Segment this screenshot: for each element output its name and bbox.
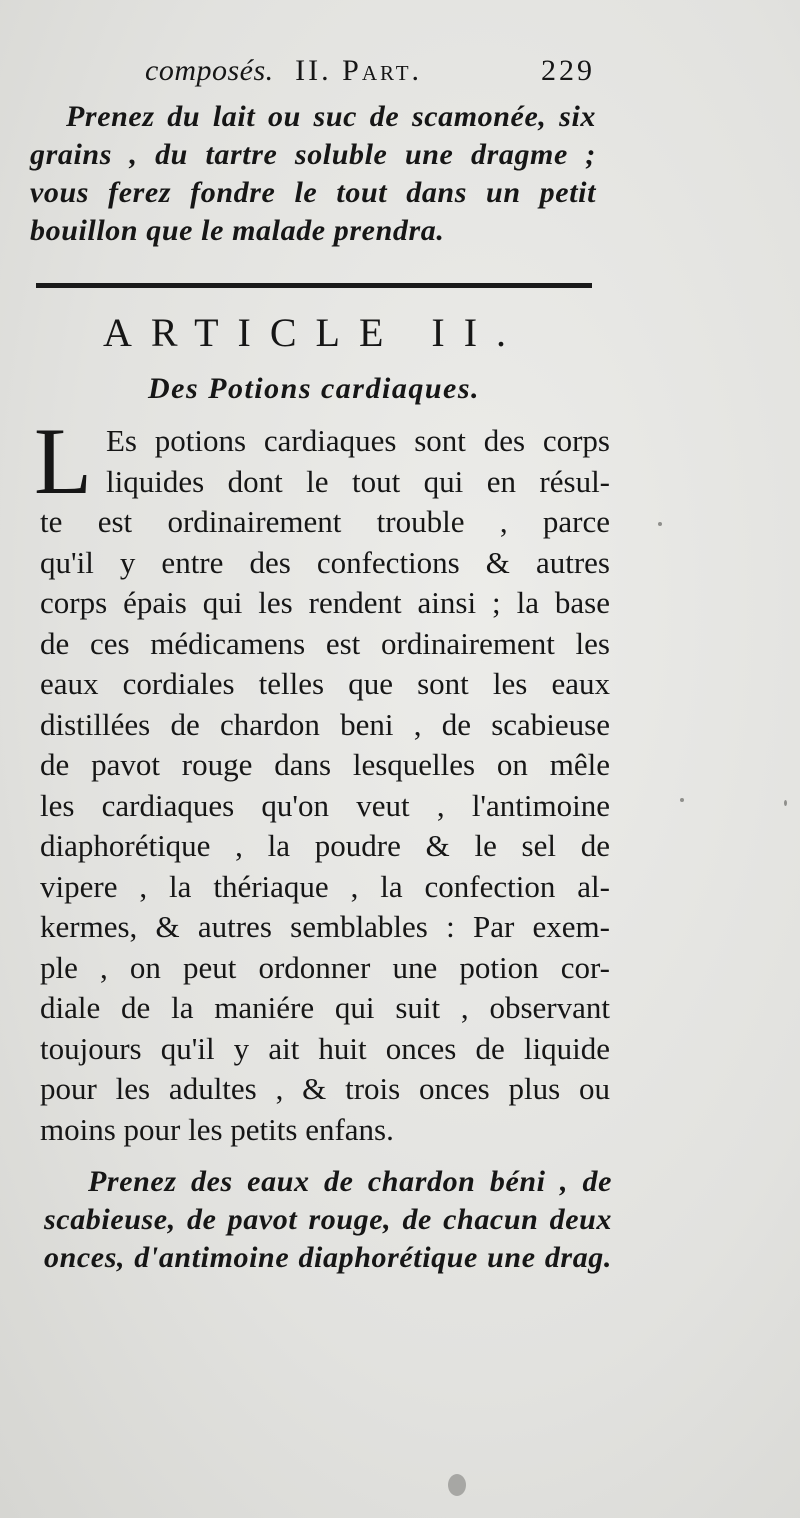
drop-cap: L (34, 408, 93, 514)
text-line: toujours qu'il y ait huit onces de liquide (40, 1030, 610, 1066)
paper-speck (784, 800, 787, 806)
text-line: Es potions cardiaques sont des corps (106, 423, 610, 458)
text-line: grains , du tartre soluble une dragme ; (30, 138, 596, 171)
text-line: liquides dont le tout qui en résul- (106, 463, 610, 499)
text-line: Prenez du lait ou suc de scamonée, six (66, 100, 596, 133)
text-line: corps épais qui les rendent ainsi ; la base (40, 585, 610, 620)
text-line: moins pour les petits enfans. (40, 1111, 394, 1147)
text-line: ple , on peut ordonner une potion cor- (40, 949, 610, 985)
article-body (34, 408, 610, 1150)
section-rule (36, 283, 592, 288)
text-line: kermes, & autres semblables : Par exem- (40, 909, 610, 944)
text-line: vipere , la thériaque , la confection al- (40, 868, 610, 904)
text-line: de ces médicamens est ordinairement les (40, 625, 610, 661)
page-number: 229 (541, 54, 595, 87)
text-line: qu'il y entre des confections & autres (40, 544, 610, 580)
text-line: diale de la maniére qui suit , observant (40, 990, 610, 1025)
section-subtitle: Des Potions cardiaques. (147, 372, 480, 405)
bottom-paragraph (44, 1163, 612, 1277)
paper-speck (448, 1474, 466, 1496)
text-line: de pavot rouge dans lesquelles on mêle (40, 747, 610, 782)
part-label: II. Part. (295, 54, 423, 87)
page-header (145, 54, 605, 98)
text-line: diaphorétique , la poudre & le sel de (40, 828, 610, 863)
text-line: bouillon que le malade prendra. (30, 214, 445, 247)
text-line: distillées de chardon beni , de scabieuse (40, 706, 610, 742)
text-line: te est ordinairement trouble , parce (40, 504, 610, 539)
text-line: scabieuse, de pavot rouge, de chacun deux (44, 1203, 612, 1236)
text-line: Prenez des eaux de chardon béni , de (88, 1165, 612, 1198)
paper-speck (680, 798, 684, 802)
article-title: ARTICLE II. (102, 310, 526, 355)
text-line: les cardiaques qu'on veut , l'antimoine (40, 787, 610, 823)
text-line: pour les adultes , & trois onces plus ou (40, 1071, 610, 1106)
text-line: onces, d'antimoine diaphorétique une drag. (44, 1241, 612, 1274)
paper-speck (658, 522, 662, 526)
text-line: vous ferez fondre le tout dans un petit (30, 176, 596, 209)
text-line: eaux cordiales telles que sont les eaux (40, 666, 610, 701)
top-paragraph (30, 98, 596, 250)
running-title: composés. (145, 54, 274, 87)
